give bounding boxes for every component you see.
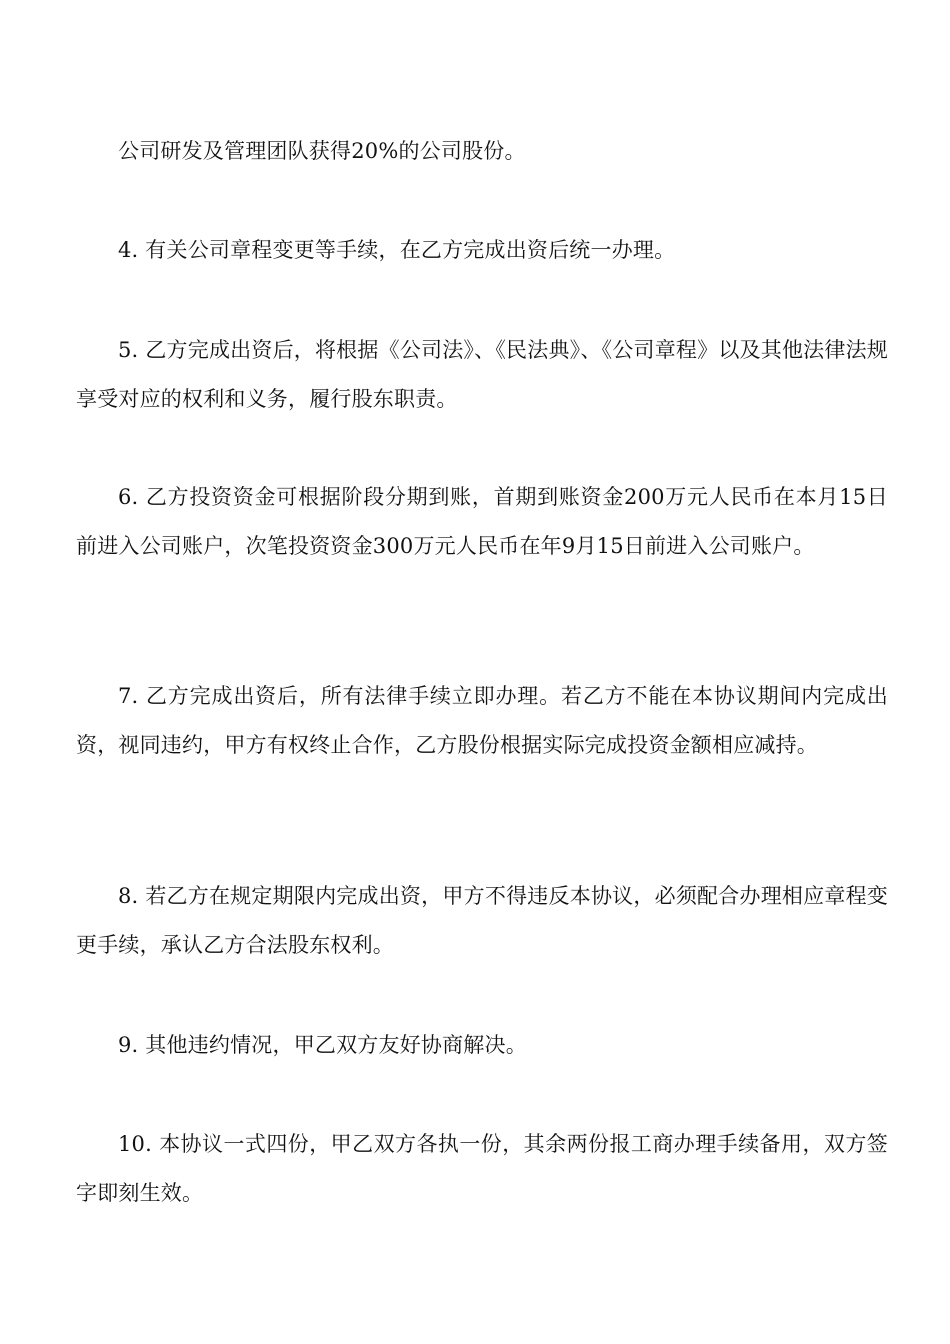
paragraph-clause-7: 7. 乙方完成出资后，所有法律手续立即办理。若乙方不能在本协议期间内完成出资，视同违约，甲方有权终止合作，乙方股份根据实际完成投资金额相应减持。 <box>76 684 888 757</box>
paragraph-clause-10: 10. 本协议一式四份，甲乙双方各执一份，其余两份报工商办理手续备用，双方签字即刻生效。 <box>76 1132 888 1205</box>
paragraph-clause-6: 6. 乙方投资资金可根据阶段分期到账，首期到账资金200万元人民币在本月15日前进入公司账户，次笔投资资金300万元人民币在年9月15日前进入公司账户。 <box>76 485 888 558</box>
paragraph-clause-5: 5. 乙方完成出资后，将根据《公司法》、《民法典》、《公司章程》以及其他法律法规享受对应的权利和义务，履行股东职责。 <box>76 338 888 411</box>
paragraph-clause-4: 4. 有关公司章程变更等手续，在乙方完成出资后统一办理。 <box>118 238 676 262</box>
paragraph-clause-8: 8. 若乙方在规定期限内完成出资，甲方不得违反本协议，必须配合办理相应章程变更手续，承认乙方合法股东权利。 <box>76 884 888 957</box>
paragraph-clause-9: 9. 其他违约情况，甲乙双方友好协商解决。 <box>118 1033 527 1057</box>
paragraph-equity-share: 公司研发及管理团队获得20%的公司股份。 <box>118 139 526 163</box>
